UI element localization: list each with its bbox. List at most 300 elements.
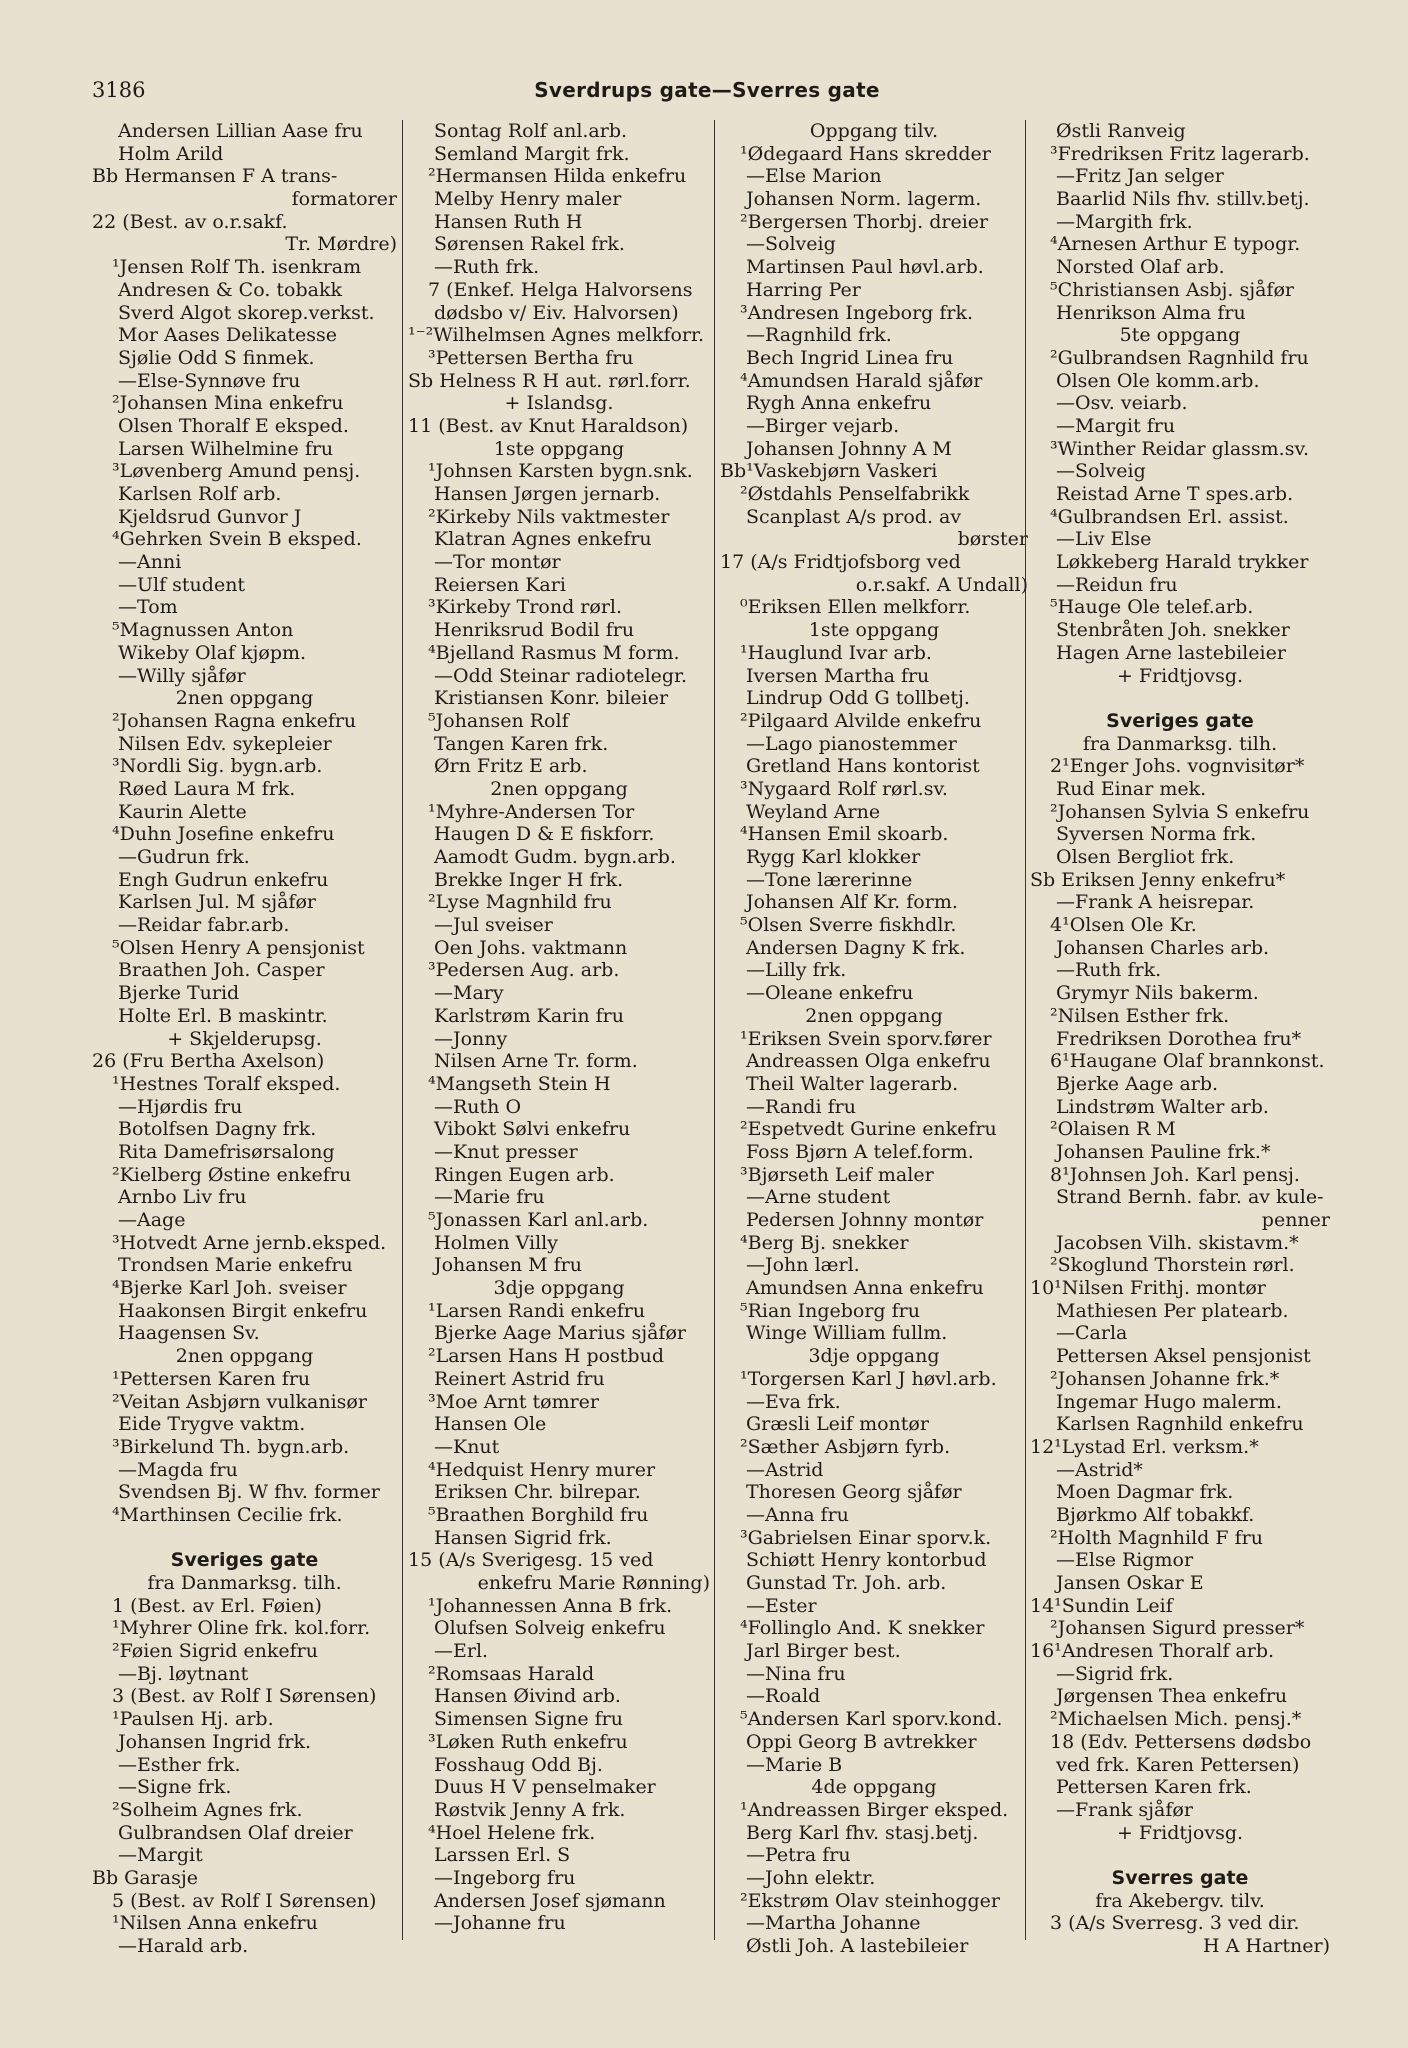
directory-entry: ⁵Rian Ingeborg fru: [740, 1299, 920, 1322]
directory-entry: 3 (A/s Sverresg. 3 ved dir.: [1050, 1912, 1300, 1935]
directory-entry: Syversen Norma frk.: [1056, 823, 1257, 846]
directory-entry: Vibokt Sølvi enkefru: [434, 1118, 631, 1141]
directory-entry: —Arne student: [746, 1186, 891, 1209]
directory-entry: ²Johansen Ragna enkefru: [112, 709, 357, 732]
directory-entry: ⁴Marthinsen Cecilie frk.: [112, 1503, 343, 1526]
directory-entry: ²Johansen Johanne frk.*: [1050, 1367, 1280, 1390]
directory-entry: Rita Damefrisørsalong: [118, 1140, 335, 1163]
directory-entry: 10¹Nilsen Frithj. montør: [1030, 1277, 1266, 1300]
directory-entry: Johansen Johnny A M: [746, 437, 952, 460]
directory-entry: —Carla: [1056, 1322, 1128, 1345]
section-label: fra Danmarksg. tilh.: [147, 1572, 342, 1594]
directory-entry: ²Lyse Magnhild fru: [428, 891, 612, 914]
directory-entry: Weyland Arne: [746, 800, 881, 823]
directory-entry: ²Gulbrandsen Ragnhild fru: [1050, 346, 1309, 369]
directory-entry: ⁵Olsen Sverre fiskhdlr.: [740, 914, 957, 937]
directory-entry: —Astrid: [746, 1458, 824, 1481]
directory-entry: Mathiesen Per platearb.: [1056, 1299, 1289, 1322]
directory-entry: Strand Bernh. fabr. av kule-: [1056, 1186, 1324, 1209]
directory-entry: ¹Eriksen Svein sporv.fører: [740, 1027, 992, 1050]
directory-entry: —Esther frk.: [118, 1753, 241, 1776]
directory-entry: Lindrup Odd G tollbetj.: [746, 687, 970, 710]
directory-entry: Iversen Martha fru: [746, 664, 930, 687]
directory-entry: —John lærl.: [746, 1254, 860, 1277]
street-heading: Sveriges gate: [1106, 709, 1254, 732]
directory-entry: ³Løken Ruth enkefru: [428, 1730, 628, 1753]
section-label: 5te oppgang: [1119, 324, 1241, 347]
directory-entry: ¹Myhre-Andersen Tor: [428, 800, 635, 823]
directory-entry: Johansen Norm. lagerm.: [746, 188, 982, 211]
directory-entry: —Bj. løytnant: [118, 1662, 249, 1685]
directory-entry: ³Birkelund Th. bygn.arb.: [112, 1435, 350, 1458]
spacer: [1030, 1844, 1330, 1867]
directory-entry: ²Olaisen R M: [1050, 1118, 1176, 1141]
directory-entry: ²Skoglund Thorstein rørl.: [1050, 1254, 1295, 1277]
directory-entry: 12¹Lystad Erl. verksm.*: [1030, 1435, 1259, 1458]
directory-entry: —Knut presser: [434, 1140, 578, 1163]
directory-entry: ²Kielberg Østine enkefru: [112, 1163, 352, 1186]
directory-entry: Hansen Ruth H: [434, 210, 583, 233]
directory-entry: ¹Hestnes Toralf eksped.: [112, 1072, 341, 1095]
directory-entry: ²Solheim Agnes frk.: [112, 1798, 303, 1821]
directory-entry: Gretland Hans kontorist: [746, 755, 980, 778]
directory-entry: Andersen Josef sjømann: [434, 1889, 666, 1912]
column-2: [408, 120, 710, 1935]
section-label: Oppgang tilv.: [809, 120, 939, 142]
directory-entry: ¹Myhrer Oline frk. kol.forr.: [112, 1617, 371, 1640]
directory-entry: Henriksrud Bodil fru: [434, 619, 635, 642]
directory-entry: Bb¹Vaskebjørn Vaskeri: [720, 460, 938, 483]
directory-entry: Thoresen Georg sjåfør: [746, 1481, 962, 1504]
directory-entry: —Magda fru: [118, 1458, 238, 1481]
directory-entry: Jørgensen Thea enkefru: [1056, 1685, 1288, 1708]
directory-entry: ²Hermansen Hilda enkefru: [428, 165, 687, 188]
directory-entry: Karlsen Rolf arb.: [118, 483, 282, 505]
directory-entry: Jarl Birger best.: [746, 1640, 901, 1663]
directory-entry: —Lago pianostemmer: [746, 732, 957, 755]
directory-entry: Ringen Eugen arb.: [434, 1163, 615, 1186]
directory-entry: ¹Torgersen Karl J høvl.arb.: [740, 1367, 997, 1390]
directory-entry: Norsted Olaf arb.: [1056, 256, 1225, 279]
directory-entry: ⁵Jonassen Karl anl.arb.: [428, 1209, 649, 1231]
directory-entry: —Margit fru: [1056, 414, 1176, 437]
directory-entry: Jacobsen Vilh. skistavm.*: [1056, 1231, 1299, 1254]
directory-entry: Stenbråten Joh. snekker: [1056, 619, 1290, 642]
directory-entry: Engh Gudrun enkefru: [118, 868, 329, 891]
directory-entry: Ingemar Hugo malerm.: [1056, 1390, 1282, 1413]
directory-entry: —Lilly frk.: [746, 959, 847, 982]
directory-entry: —Ester: [746, 1594, 817, 1617]
directory-entry: ⁰Eriksen Ellen melkforr.: [740, 596, 971, 619]
directory-entry: Theil Walter lagerarb.: [746, 1072, 959, 1095]
directory-entry: ⁵Johansen Rolf: [428, 709, 569, 732]
directory-entry: Aamodt Gudm. bygn.arb.: [434, 846, 676, 868]
directory-entry: —Erl.: [434, 1640, 489, 1663]
directory-entry: ⁴Mangseth Stein H: [428, 1072, 611, 1095]
directory-entry: ⁴Arnesen Arthur E typogr.: [1050, 233, 1301, 256]
directory-entry: Braathen Joh. Casper: [118, 959, 325, 982]
directory-entry: ¹Jensen Rolf Th. isenkram: [112, 256, 362, 279]
directory-entry: —Tom: [118, 596, 178, 619]
section-label: 2nen oppgang: [175, 1345, 314, 1368]
directory-entry: Larsen Wilhelmine fru: [118, 437, 334, 460]
directory-entry: —Ruth O: [434, 1095, 522, 1118]
directory-entry: Foss Bjørn A telef.form.: [746, 1140, 974, 1163]
directory-entry: 4¹Olsen Ole Kr.: [1050, 914, 1197, 937]
directory-entry: ³Nordli Sig. bygn.arb.: [112, 755, 323, 778]
directory-entry: ⁵Magnussen Anton: [112, 619, 294, 642]
directory-entry: ²Pilgaard Alvilde enkefru: [740, 709, 982, 732]
directory-entry: ²Holth Magnhild F fru: [1050, 1526, 1263, 1549]
directory-entry: —Sigrid frk.: [1056, 1662, 1174, 1685]
directory-entry: —Birger vejarb.: [746, 414, 900, 437]
directory-entry: Gulbrandsen Olaf dreier: [118, 1821, 353, 1844]
directory-entry: ¹Hauglund Ivar arb.: [740, 641, 932, 664]
directory-entry: 18 (Edv. Pettersens dødsbo: [1050, 1730, 1312, 1753]
directory-entry: ¹Ødegaard Hans skredder: [740, 142, 991, 165]
directory-entry: Wikeby Olaf kjøpm.: [118, 641, 307, 664]
directory-entry: —Hjørdis fru: [118, 1095, 243, 1118]
directory-entry: ²Johansen Sylvia S enkefru: [1050, 800, 1310, 823]
directory-entry: Harring Per: [746, 278, 861, 301]
directory-entry: 22 (Best. av o.r.sakf.: [92, 210, 288, 233]
directory-entry: —Frank sjåfør: [1056, 1798, 1193, 1821]
directory-entry: Scanplast A/s prod. av: [746, 505, 962, 528]
directory-entry: —Eva frk.: [746, 1390, 841, 1413]
directory-entry: Bb Hermansen F A trans-: [92, 165, 338, 188]
directory-entry: —Oleane enkefru: [746, 982, 914, 1005]
directory-entry: 2¹Enger Johs. vognvisitør*: [1050, 755, 1305, 778]
section-label: 4de oppgang: [811, 1776, 937, 1799]
directory-entry: ³Andresen Ingeborg frk.: [740, 301, 974, 324]
directory-entry: —Ragnhild frk.: [746, 324, 892, 347]
directory-entry: Johansen Charles arb.: [1056, 936, 1270, 959]
directory-entry: Brekke Inger H frk.: [434, 868, 624, 891]
column-4: [1030, 120, 1330, 1958]
directory-entry: Bjerke Turid: [118, 982, 240, 1005]
directory-entry: ²Sæther Asbjørn fyrb.: [740, 1435, 951, 1458]
directory-entry: —Marie B: [746, 1753, 843, 1776]
page-number: 3186: [92, 78, 146, 102]
directory-entry: —Petra fru: [746, 1844, 851, 1867]
street-heading: Sveriges gate: [170, 1549, 319, 1572]
directory-entry: ⁴Hoel Helene frk.: [428, 1821, 596, 1844]
directory-entry: Melby Henry maler: [434, 188, 622, 211]
directory-entry: Gunstad Tr. Joh. arb.: [746, 1572, 947, 1594]
directory-entry: Johansen Ingrid frk.: [118, 1730, 312, 1753]
directory-entry: Kjeldsrud Gunvor J: [118, 505, 302, 528]
directory-entry: —Solveig: [1056, 460, 1146, 483]
directory-entry: —Frank A heisrepar.: [1056, 891, 1255, 914]
directory-entry: ¹Andreassen Birger eksped.: [740, 1798, 1009, 1821]
street-heading: Sverres gate: [1111, 1866, 1249, 1889]
directory-entry: Johansen M fru: [434, 1254, 582, 1277]
directory-entry: —Solveig: [746, 233, 836, 256]
directory-entry: ²Veitan Asbjørn vulkanisør: [112, 1390, 367, 1413]
directory-entry: Winge William fullm.: [746, 1322, 948, 1345]
directory-entry: ³Pedersen Aug. arb.: [428, 959, 620, 982]
section-label: fra Akebergv. tilv.: [1095, 1889, 1265, 1912]
directory-entry: ⁴Follinglo And. K snekker: [740, 1617, 985, 1640]
directory-entry: ¹Nilsen Anna enkefru: [112, 1912, 318, 1935]
directory-entry: ²Johansen Mina enkefru: [112, 392, 344, 415]
directory-entry: Semland Margit frk.: [434, 142, 630, 165]
column-divider: [714, 120, 715, 1940]
directory-entry: ⁴Hansen Emil skoarb.: [740, 823, 949, 846]
directory-entry: Bjerke Aage Marius sjåfør: [434, 1322, 686, 1345]
directory-entry: ²Kirkeby Nils vaktmester: [428, 505, 670, 528]
directory-entry: Tangen Karen frk.: [434, 732, 609, 755]
directory-entry: Andersen Dagny K frk.: [746, 936, 966, 959]
directory-entry: Arnbo Liv fru: [118, 1186, 247, 1209]
directory-entry: Simensen Signe fru: [434, 1708, 623, 1731]
directory-entry: Røstvik Jenny A frk.: [434, 1798, 626, 1821]
directory-entry: Fredriksen Dorothea fru*: [1056, 1027, 1302, 1050]
directory-entry: ³Bjørseth Leif maler: [740, 1163, 934, 1186]
directory-entry: Østli Joh. A lastebileier: [746, 1935, 969, 1957]
directory-entry: ³Winther Reidar glassm.sv.: [1050, 437, 1309, 460]
directory-entry: —Reidun fru: [1056, 573, 1178, 596]
directory-entry: —Margith frk.: [1056, 210, 1193, 233]
directory-entry: Karlsen Ragnhild enkefru: [1056, 1413, 1304, 1436]
directory-entry: Oppi Georg B avtrekker: [746, 1730, 977, 1753]
directory-entry: Fosshaug Odd Bj.: [434, 1753, 603, 1776]
directory-entry: Johansen Alf Kr. form.: [746, 891, 958, 914]
directory-entry: Eriksen Chr. bilrepar.: [434, 1481, 641, 1504]
directory-entry: Kaurin Alette: [118, 800, 247, 823]
directory-entry: ³Fredriksen Fritz lagerarb.: [1050, 142, 1310, 165]
directory-entry: Hansen Jørgen jernarb.: [434, 483, 661, 505]
directory-entry: —Knut: [434, 1435, 500, 1458]
directory-entry: Mor Aases Delikatesse: [118, 324, 337, 347]
directory-entry: Martinsen Paul høvl.arb.: [746, 256, 984, 279]
directory-entry: —Marie fru: [434, 1186, 545, 1209]
directory-entry: Berg Karl fhv. stasj.betj.: [746, 1821, 979, 1844]
directory-entry: —Aage: [118, 1209, 186, 1231]
directory-entry: Olsen Ole komm.arb.: [1056, 369, 1260, 392]
directory-entry: ⁵Hauge Ole telef.arb.: [1050, 596, 1254, 619]
section-label: 1ste oppgang: [493, 437, 625, 460]
directory-entry: ⁴Duhn Josefine enkefru: [112, 823, 335, 846]
directory-entry: Tr. Mørdre): [285, 233, 397, 256]
directory-entry: ⁴Bjerke Karl Joh. sveiser: [112, 1277, 347, 1300]
directory-entry: —Else-Synnøve fru: [118, 369, 301, 392]
directory-entry: Ørn Fritz E arb.: [434, 755, 588, 778]
directory-entry: —Roald: [746, 1685, 821, 1708]
directory-entry: —Jonny: [434, 1027, 508, 1050]
directory-entry: Baarlid Nils fhv. stillv.betj.: [1056, 188, 1310, 211]
directory-entry: ²Johansen Sigurd presser*: [1050, 1617, 1305, 1640]
section-label: 2nen oppgang: [175, 687, 314, 710]
directory-entry: H A Hartner): [1203, 1935, 1330, 1957]
directory-entry: Græsli Leif montør: [746, 1413, 929, 1436]
directory-entry: Reistad Arne T spes.arb.: [1056, 483, 1294, 505]
directory-entry: Duus H V penselmaker: [434, 1776, 656, 1799]
directory-entry: —Tone lærerinne: [746, 868, 913, 891]
directory-entry: Østli Ranveig: [1056, 120, 1186, 142]
directory-entry: —Nina fru: [746, 1662, 846, 1685]
directory-entry: Holm Arild: [118, 142, 224, 165]
directory-entry: ¹Johnsen Karsten bygn.snk.: [428, 460, 693, 483]
directory-entry: 3 (Best. av Rolf I Sørensen): [112, 1685, 377, 1708]
directory-entry: Oen Johs. vaktmann: [434, 936, 628, 959]
directory-entry: Karlsen Jul. M sjåfør: [118, 891, 316, 914]
directory-entry: Henrikson Alma fru: [1056, 301, 1246, 324]
directory-entry: ⁴Gehrken Svein B eksped.: [112, 528, 362, 551]
directory-entry: ¹Paulsen Hj. arb.: [112, 1708, 274, 1731]
directory-entry: —Odd Steinar radiotelegr.: [434, 664, 688, 687]
directory-entry: 14¹Sundin Leif: [1030, 1594, 1173, 1617]
section-label: 3dje oppgang: [493, 1277, 625, 1300]
directory-entry: Grymyr Nils bakerm.: [1056, 982, 1259, 1005]
directory-entry: —Anni: [118, 551, 182, 574]
directory-entry: ⁵Andersen Karl sporv.kond.: [740, 1708, 1003, 1731]
directory-entry: ⁵Christiansen Asbj. sjåfør: [1050, 278, 1294, 301]
column-1: [92, 120, 397, 1958]
spacer: [1030, 687, 1330, 710]
directory-entry: 11 (Best. av Knut Haraldson): [408, 414, 689, 437]
directory-entry: Reiersen Kari: [434, 573, 566, 596]
directory-entry: Hansen Ole: [434, 1413, 547, 1436]
directory-entry: Rud Einar mek.: [1056, 777, 1207, 800]
directory-entry: Sverd Algot skorep.verkst.: [118, 301, 375, 324]
directory-entry: —Willy sjåfør: [118, 664, 246, 687]
directory-entry: ²Nilsen Esther frk.: [1050, 1004, 1230, 1027]
directory-entry: ³Gabrielsen Einar sporv.k.: [740, 1526, 992, 1549]
column-3: [720, 120, 1028, 1958]
directory-entry: Bech Ingrid Linea fru: [746, 346, 954, 369]
directory-entry: Holmen Villy: [434, 1231, 558, 1254]
directory-entry: ²Larsen Hans H postbud: [428, 1345, 664, 1368]
directory-entry: Haagensen Sv.: [118, 1322, 260, 1345]
directory-entry: 15 (A/s Sverigesg. 15 ved: [408, 1549, 654, 1572]
directory-entry: —Ulf student: [118, 573, 246, 596]
directory-entry: Hansen Sigrid frk.: [434, 1526, 612, 1549]
directory-entry: dødsbo v/ Eiv. Halvorsen): [434, 301, 679, 324]
directory-entry: 6¹Haugane Olaf brannkonst.: [1050, 1050, 1325, 1073]
directory-entry: —Else Marion: [746, 165, 882, 188]
directory-entry: Schiøtt Henry kontorbud: [746, 1549, 987, 1572]
directory-entry: Bb Garasje: [92, 1866, 198, 1889]
directory-entry: Lindstrøm Walter arb.: [1056, 1095, 1269, 1118]
directory-entry: Sb Helness R H aut. rørl.forr.: [408, 369, 691, 392]
directory-entry: Olufsen Solveig enkefru: [434, 1617, 666, 1640]
directory-entry: Moen Dagmar frk.: [1056, 1481, 1234, 1504]
directory-entry: Sb Eriksen Jenny enkefru*: [1030, 868, 1286, 891]
section-label: + Islandsg.: [504, 392, 614, 415]
directory-entry: ³Løvenberg Amund pensj.: [112, 460, 361, 483]
directory-entry: —Osv. veiarb.: [1056, 392, 1188, 415]
directory-entry: Rygg Karl klokker: [746, 846, 921, 868]
directory-entry: —Ingeborg fru: [434, 1866, 576, 1889]
directory-entry: —Fritz Jan selger: [1056, 165, 1224, 188]
directory-entry: ¹Johannessen Anna B frk.: [428, 1594, 673, 1617]
directory-entry: —John elektr.: [746, 1866, 876, 1889]
directory-entry: —Ruth frk.: [434, 256, 540, 279]
directory-entry: Larssen Erl. S: [434, 1844, 571, 1867]
directory-entry: Nilsen Arne Tr. form.: [434, 1050, 638, 1073]
directory-entry: 7 (Enkef. Helga Halvorsens: [428, 278, 693, 301]
page-header: [92, 78, 1322, 112]
directory-entry: —Astrid*: [1056, 1458, 1143, 1481]
directory-entry: Jansen Oskar E: [1056, 1572, 1204, 1594]
directory-entry: Amundsen Anna enkefru: [746, 1277, 984, 1300]
directory-entry: 26 (Fru Bertha Axelson): [92, 1050, 325, 1073]
section-label: + Skjelderupsg.: [167, 1027, 322, 1050]
directory-entry: —Harald arb.: [118, 1935, 249, 1957]
directory-entry: Karlstrøm Karin fru: [434, 1004, 624, 1027]
directory-entry: —Mary: [434, 982, 504, 1005]
section-label: 1ste oppgang: [808, 619, 940, 642]
section-label: 3dje oppgang: [808, 1345, 940, 1368]
directory-entry: 5 (Best. av Rolf I Sørensen): [112, 1889, 377, 1912]
spacer: [92, 1527, 397, 1550]
directory-entry: ²Michaelsen Mich. pensj.*: [1050, 1708, 1302, 1731]
directory-entry: ⁵Olsen Henry A pensjonist: [112, 936, 365, 959]
directory-entry: Bjørkmo Alf tobakkf.: [1056, 1503, 1255, 1526]
directory-entry: ²Bergersen Thorbj. dreier: [740, 210, 989, 233]
directory-entry: ³Kirkeby Trond rørl.: [428, 596, 623, 619]
directory-entry: —Ruth frk.: [1056, 959, 1162, 982]
directory-entry: Haugen D & E fiskforr.: [434, 823, 655, 846]
directory-entry: ³Pettersen Bertha fru: [428, 346, 634, 369]
directory-entry: børster: [957, 528, 1028, 551]
directory-entry: —Else Rigmor: [1056, 1549, 1194, 1572]
directory-entry: 16¹Andresen Thoralf arb.: [1030, 1640, 1275, 1663]
directory-entry: Svendsen Bj. W fhv. former: [118, 1481, 380, 1504]
directory-entry: ¹⁻²Wilhelmsen Agnes melkforr.: [408, 324, 705, 347]
directory-entry: o.r.sakf. A Undall): [855, 573, 1028, 596]
directory-entry: Pedersen Johnny montør: [746, 1209, 984, 1231]
directory-entry: Andresen & Co. tobakk: [118, 278, 342, 301]
directory-entry: ved frk. Karen Pettersen): [1056, 1753, 1300, 1776]
running-title: Sverdrups gate—Sverres gate: [534, 78, 880, 102]
directory-entry: 8¹Johnsen Joh. Karl pensj.: [1050, 1163, 1300, 1186]
directory-entry: Kristiansen Konr. bileier: [434, 687, 669, 710]
directory-entry: ²Føien Sigrid enkefru: [112, 1640, 319, 1663]
directory-entry: —Gudrun frk.: [118, 846, 250, 868]
column-divider: [402, 120, 403, 1940]
directory-entry: penner: [1261, 1209, 1330, 1231]
directory-entry: —Anna fru: [746, 1503, 849, 1526]
directory-entry: Olsen Thoralf E eksped.: [118, 414, 349, 437]
directory-entry: ⁵Braathen Borghild fru: [428, 1503, 649, 1526]
directory-entry: formatorer: [291, 188, 397, 211]
section-label: + Fridtjovsg.: [1116, 664, 1244, 687]
directory-entry: Røed Laura M frk.: [118, 777, 296, 800]
directory-entry: Olsen Bergliot frk.: [1056, 846, 1235, 868]
directory-entry: ²Ekstrøm Olav steinhogger: [740, 1889, 1000, 1912]
directory-entry: ²Romsaas Harald: [428, 1662, 595, 1685]
directory-entry: ³Nygaard Rolf rørl.sv.: [740, 777, 948, 800]
directory-entry: Haakonsen Birgit enkefru: [118, 1299, 368, 1322]
directory-entry: Sontag Rolf anl.arb.: [434, 120, 628, 142]
directory-entry: Holte Erl. B maskintr.: [118, 1004, 328, 1027]
directory-entry: Hagen Arne lastebileier: [1056, 641, 1286, 664]
directory-entry: —Johanne fru: [434, 1912, 566, 1935]
section-label: 2nen oppgang: [490, 777, 628, 800]
directory-entry: —Jul sveiser: [434, 914, 553, 937]
directory-entry: —Margit: [118, 1844, 203, 1867]
directory-entry: —Signe frk.: [118, 1776, 232, 1799]
directory-entry: Nilsen Edv. sykepleier: [118, 732, 332, 755]
directory-entry: —Liv Else: [1056, 528, 1152, 551]
directory-entry: Rygh Anna enkefru: [746, 392, 932, 415]
section-label: + Fridtjovsg.: [1116, 1821, 1244, 1844]
directory-entry: Reinert Astrid fru: [434, 1367, 605, 1390]
directory-entry: Trondsen Marie enkefru: [118, 1254, 353, 1277]
directory-entry: —Martha Johanne: [746, 1912, 921, 1935]
